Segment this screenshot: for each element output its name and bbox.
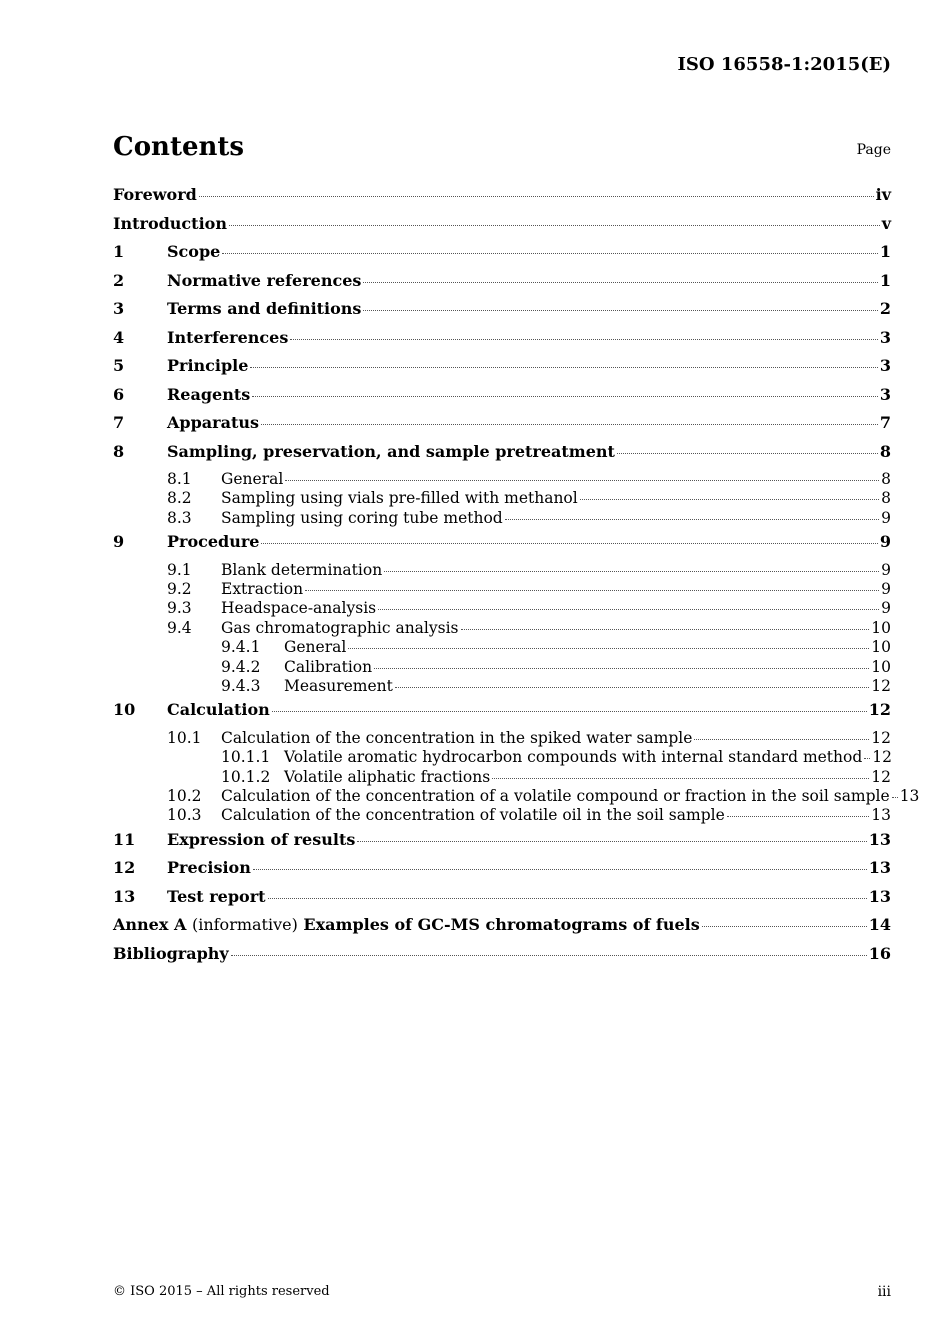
annex-type: (informative): [191, 915, 298, 935]
dot-leader: [268, 898, 867, 899]
toc-entry-page: 2: [879, 299, 891, 318]
toc-entry-number: 6: [113, 384, 125, 404]
toc-entry-number: 9.1: [167, 560, 192, 579]
toc-entry[interactable]: [113, 658, 891, 677]
toc-entry-number: 8.2: [167, 489, 192, 508]
toc-entry-page: 3: [879, 356, 891, 375]
toc-entry-number: 12: [113, 858, 136, 878]
toc-entry[interactable]: [113, 830, 891, 859]
toc-entry[interactable]: [113, 768, 891, 787]
toc-entry[interactable]: [113, 489, 891, 508]
toc-entry-number: 13: [113, 886, 136, 906]
annex-label: Annex A: [113, 915, 187, 935]
dot-leader: [250, 367, 877, 368]
dot-leader: [727, 816, 870, 817]
dot-leader: [363, 310, 877, 311]
dot-leader: [253, 869, 867, 870]
dot-leader: [892, 797, 898, 798]
dot-leader: [702, 926, 867, 927]
toc-entry-page: 1: [879, 242, 891, 261]
toc-entry[interactable]: [113, 619, 891, 638]
toc-entry-page: 8: [879, 441, 891, 461]
toc-entry[interactable]: [113, 561, 891, 580]
dot-leader: [384, 571, 879, 572]
toc-entry-page: 10: [871, 638, 891, 657]
dot-leader: [363, 282, 877, 283]
toc-entry[interactable]: [113, 470, 891, 489]
toc-entry-page: 16: [868, 943, 891, 963]
toc-entry-title: Headspace-analysis: [221, 599, 377, 618]
toc-entry[interactable]: [113, 806, 891, 825]
toc-entry-title: Calculation: [167, 700, 270, 720]
toc-entry-page: 10: [871, 618, 891, 637]
toc-entry[interactable]: [113, 748, 891, 767]
toc-entry[interactable]: [113, 638, 891, 657]
toc-entry[interactable]: [113, 356, 891, 385]
toc-entry[interactable]: [113, 915, 891, 944]
toc-entry-page: 12: [871, 677, 891, 696]
dot-leader: [505, 519, 879, 520]
table-of-contents: [113, 185, 920, 972]
toc-entry-title: Blank determination: [221, 560, 383, 579]
dot-leader: [617, 453, 878, 454]
toc-entry-number: 3: [113, 299, 125, 318]
toc-entry-page: 12: [868, 700, 891, 720]
page-number: iii: [877, 1284, 891, 1300]
dot-leader: [252, 396, 878, 397]
toc-entry[interactable]: [113, 944, 891, 973]
toc-entry-page: 8: [881, 489, 891, 508]
dot-leader: [864, 758, 870, 759]
toc-entry-title: Apparatus: [167, 413, 259, 432]
dot-leader: [231, 955, 867, 956]
toc-entry[interactable]: [113, 185, 891, 214]
toc-entry-title: Measurement: [284, 677, 393, 696]
toc-entry-title: Volatile aromatic hydrocarbon compounds with internal standard method: [284, 748, 863, 767]
toc-entry-page: 12: [872, 748, 893, 767]
toc-entry-title: General: [221, 470, 284, 488]
toc-entry-number: 10.1.1: [221, 748, 271, 767]
toc-entry-page: iv: [875, 185, 891, 204]
toc-entry[interactable]: [113, 700, 891, 729]
toc-entry-page: 7: [879, 413, 891, 432]
toc-entry-page: 9: [881, 560, 891, 579]
toc-entry-page: v: [881, 213, 891, 233]
toc-entry-number: 9.4.3: [221, 677, 261, 696]
toc-entry-page: 13: [899, 787, 920, 806]
toc-entry-number: 9.4.1: [221, 638, 261, 657]
toc-entry-number: 10: [113, 700, 136, 720]
dot-leader: [348, 648, 869, 649]
toc-entry-title: Sampling using vials pre-filled with methanol: [221, 489, 578, 508]
toc-entry-number: 10.3: [167, 806, 202, 825]
dot-leader: [580, 499, 879, 500]
toc-entry-page: 13: [868, 858, 891, 878]
toc-entry-title: Interferences: [167, 327, 289, 347]
toc-entry-title: Calibration: [284, 657, 373, 676]
dot-leader: [229, 225, 880, 226]
toc-entry-title: [113, 915, 700, 934]
toc-entry-page: 14: [868, 915, 891, 935]
toc-entry-number: 8.3: [167, 508, 192, 527]
toc-entry-page: 13: [868, 886, 891, 906]
dot-leader: [395, 687, 869, 688]
toc-entry[interactable]: [113, 677, 891, 696]
toc-entry[interactable]: [113, 729, 891, 748]
toc-entry-page: 10: [871, 657, 891, 676]
dot-leader: [694, 739, 869, 740]
toc-entry-title: Bibliography: [113, 943, 229, 963]
dot-leader: [290, 339, 878, 340]
dot-leader: [222, 253, 878, 254]
toc-entry-title: Test report: [167, 886, 266, 906]
toc-entry-number: 10.2: [167, 787, 202, 806]
toc-entry-number: 9: [113, 532, 125, 552]
toc-entry-page: 9: [881, 508, 891, 527]
toc-entry-number: 8.1: [167, 470, 192, 488]
toc-entry-title: Precision: [167, 858, 251, 878]
dot-leader: [461, 629, 870, 630]
toc-entry[interactable]: [113, 214, 891, 243]
toc-entry[interactable]: [113, 242, 891, 271]
toc-entry-page: 8: [881, 470, 891, 488]
toc-entry-page: 13: [871, 806, 891, 825]
toc-entry-number: 8: [113, 441, 125, 461]
toc-entry-title: Normative references: [167, 270, 362, 290]
toc-entry[interactable]: [113, 299, 891, 328]
toc-entry-title: Sampling, preservation, and sample pretreatment: [167, 441, 615, 461]
toc-entry-title: Procedure: [167, 532, 260, 552]
toc-entry[interactable]: [113, 599, 891, 618]
dot-leader: [305, 590, 879, 591]
dot-leader: [357, 841, 866, 842]
toc-entry[interactable]: [113, 385, 891, 414]
document-id: ISO 16558-1:2015(E): [677, 54, 891, 75]
toc-entry[interactable]: [113, 271, 891, 300]
toc-entry-title: Extraction: [221, 580, 304, 599]
toc-entry-page: 9: [879, 532, 891, 552]
dot-leader: [261, 424, 878, 425]
toc-entry[interactable]: [113, 887, 891, 916]
toc-entry-number: 1: [113, 242, 125, 261]
toc-entry-title: Calculation of the concentration in the spiked water sample: [221, 728, 693, 747]
toc-entry-title: Gas chromatographic analysis: [221, 618, 459, 637]
toc-entry[interactable]: [113, 413, 891, 442]
dot-leader: [285, 480, 879, 481]
toc-entry[interactable]: [113, 509, 891, 528]
toc-entry-number: 4: [113, 327, 125, 347]
toc-entry-title: Reagents: [167, 384, 251, 404]
toc-entry-title: Scope: [167, 242, 221, 261]
toc-entry[interactable]: [113, 328, 891, 357]
dot-leader: [261, 543, 877, 544]
toc-entry-page: 12: [871, 767, 891, 786]
toc-entry-title: Terms and definitions: [167, 299, 362, 318]
toc-entry[interactable]: [113, 787, 920, 806]
toc-entry-number: 10.1: [167, 728, 202, 747]
toc-entry-number: 7: [113, 413, 125, 432]
annex-title: Examples of GC-MS chromatograms of fuels: [303, 915, 700, 935]
toc-entry-title: Introduction: [113, 213, 227, 233]
toc-entry[interactable]: [113, 442, 891, 471]
toc-entry-title: Sampling using coring tube method: [221, 508, 503, 527]
dot-leader: [199, 196, 874, 197]
toc-entry-title: Calculation of the concentration of a volatile compound or fraction in the soil sample: [221, 787, 890, 806]
toc-entry-number: 9.2: [167, 580, 192, 599]
toc-entry-page: 9: [881, 599, 891, 618]
toc-entry-title: Volatile aliphatic fractions: [284, 767, 491, 786]
toc-entry-title: Foreword: [113, 185, 197, 204]
page-column-label: Page: [856, 142, 891, 158]
toc-entry-number: 9.4.2: [221, 657, 261, 676]
dot-leader: [272, 711, 867, 712]
toc-entry-page: 9: [881, 580, 891, 599]
toc-entry-title: Calculation of the concentration of volatile oil in the soil sample: [221, 806, 725, 825]
toc-entry-page: 3: [879, 327, 891, 347]
toc-entry-number: 5: [113, 356, 125, 375]
toc-entry-page: 12: [871, 728, 891, 747]
toc-entry-page: 13: [868, 829, 891, 849]
toc-entry-number: 2: [113, 270, 125, 290]
toc-entry[interactable]: [113, 532, 891, 561]
dot-leader: [374, 668, 869, 669]
dot-leader: [378, 609, 879, 610]
dot-leader: [492, 778, 869, 779]
copyright-notice: © ISO 2015 – All rights reserved: [113, 1284, 330, 1299]
toc-entry-page: 1: [879, 270, 891, 290]
toc-entry-number: 10.1.2: [221, 767, 271, 786]
toc-entry-title: Principle: [167, 356, 249, 375]
toc-entry-page: 3: [879, 384, 891, 404]
toc-entry[interactable]: [113, 580, 891, 599]
toc-entry-number: 11: [113, 829, 136, 849]
toc-entry-title: General: [284, 638, 347, 657]
toc-entry-number: 9.3: [167, 599, 192, 618]
toc-entry-title: Expression of results: [167, 829, 356, 849]
toc-entry-number: 9.4: [167, 618, 192, 637]
page-title: Contents: [113, 132, 245, 162]
toc-entry[interactable]: [113, 858, 891, 887]
